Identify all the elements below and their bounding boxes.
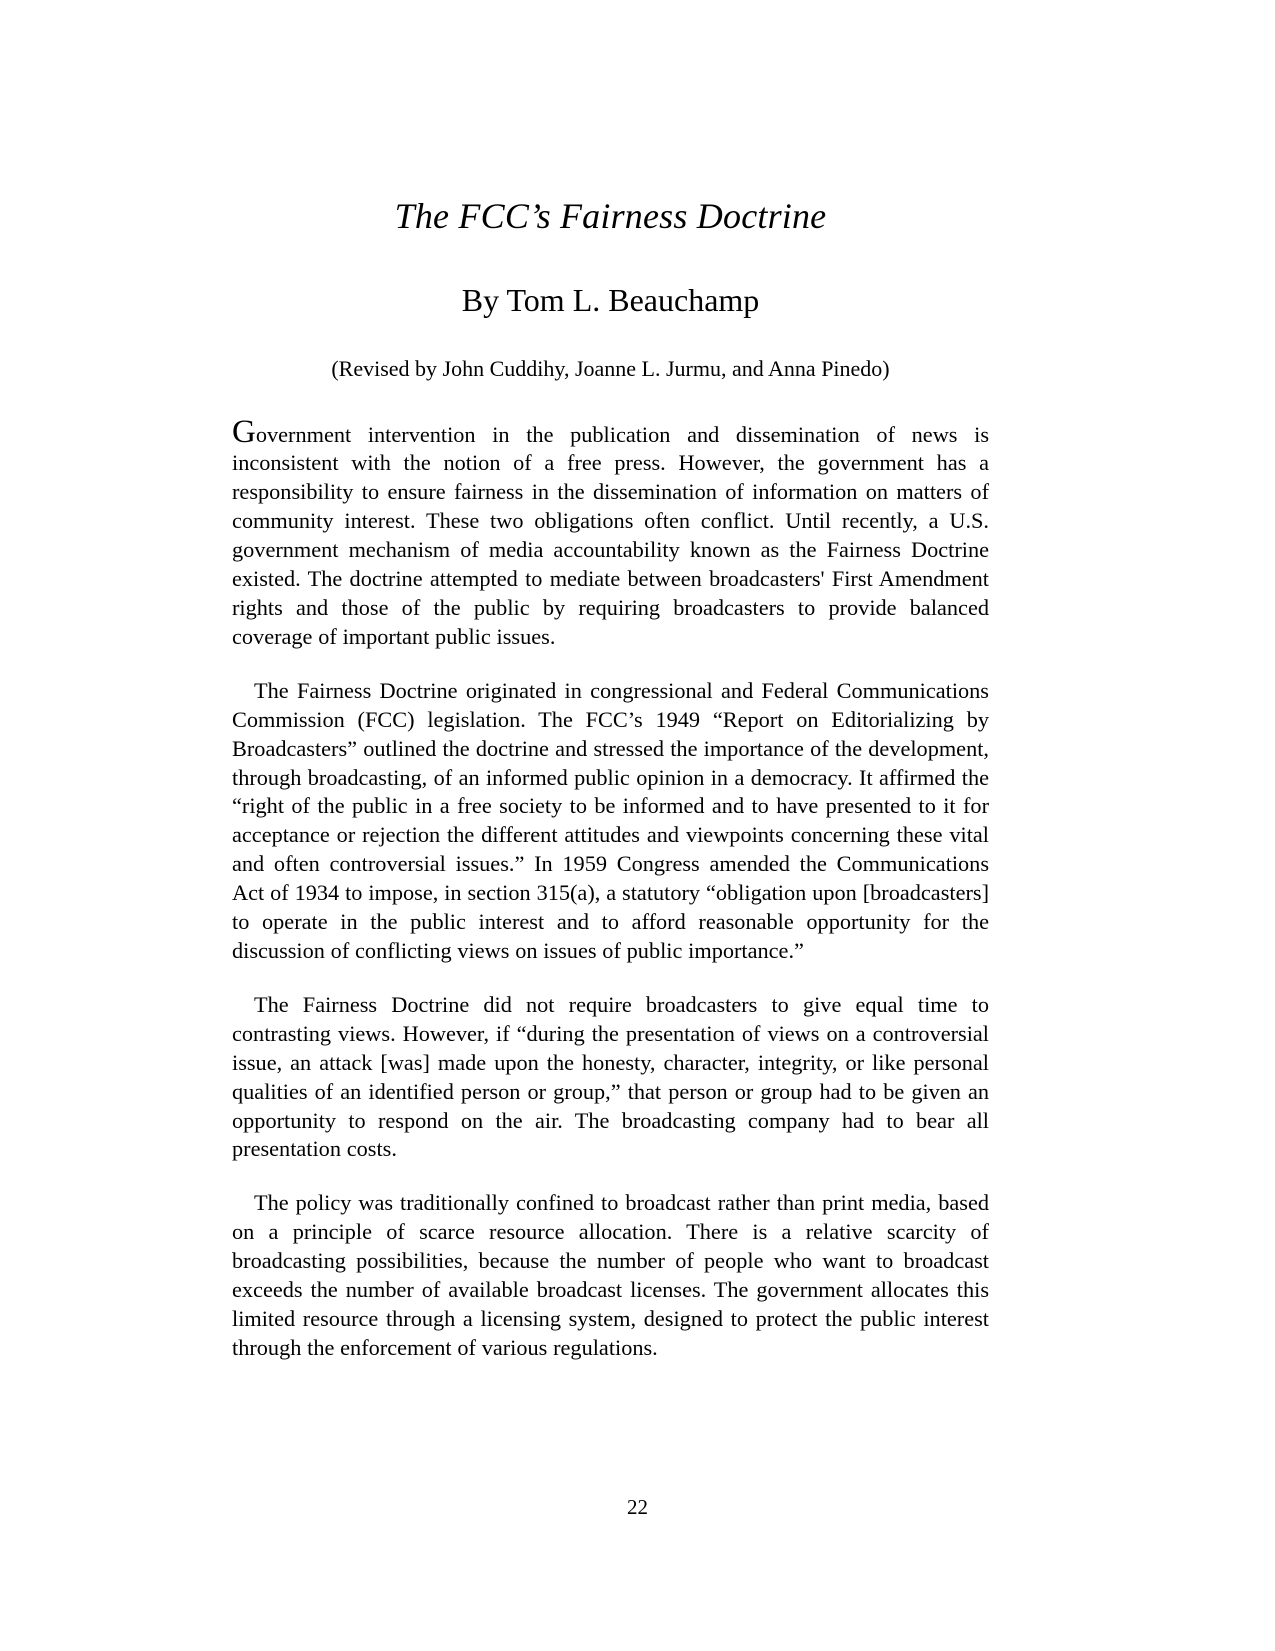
drop-cap-initial: G [232, 413, 256, 450]
body-text [232, 383, 989, 1363]
revisers-note: (Revised by John Cuddihy, Joanne L. Jurmu, and Anna Pinedo) [331, 356, 890, 382]
paragraph-1 [232, 413, 989, 652]
page-content [232, 0, 989, 1363]
paragraph-4: The policy was traditionally confined to broadcast rather than print media, based on a principle of scarce resource allocation. There is a relative scarcity of broadcasting possibilities, because the number of people who want to broadcast exceeds the number of available broadcast licenses. The government allocates this limited resource through a licensing system, designed to protect the public interest through the enforcement of various regulations. [232, 1190, 989, 1360]
paragraph-2: The Fairness Doctrine originated in congressional and Federal Communications Commission (FCC) legislation. The FCC’s 1949 “Report on Editorializing by Broadcasters” outlined the doctrine and stressed the importance of the development, through broadcasting, of an informed public opinion in a democracy. It affirmed the “right of the public in a free society to be informed and to have presented to it for acceptance or rejection the different attitudes and viewpoints concerning these vital and often controversial issues.” In 1959 Congress amended the Communications Act of 1934 to impose, in section 315(a), a statutory “obligation upon [broadcasters] to operate in the public interest and to afford reasonable opportunity for the discussion of conflicting views on issues of public importance.” [232, 677, 989, 963]
page-title: The FCC’s Fairness Doctrine [394, 196, 827, 236]
author-byline: By Tom L. Beauchamp [461, 282, 760, 319]
page-number: 22 [627, 1495, 648, 1519]
paragraph-1-text: overnment intervention in the publication and dissemination of news is inconsistent with the notion of a free press. However, the government has a responsibility to ensure fairness in the dissemination of information on matters of community interest. These two obligations often conflict. Until recently, a U.S. government mechanism of media accountability known as the Fairness Doctrine existed. The doctrine attempted to mediate between broadcasters' First Amendment rights and those of the public by requiring broadcasters to provide balanced coverage of important public issues. [232, 421, 989, 649]
paragraph-3: The Fairness Doctrine did not require broadcasters to give equal time to contrasting views. However, if “during the presentation of views on a controversial issue, an attack [was] made upon the honesty, character, integrity, or like personal qualities of an identified person or group,” that person or group had to be given an opportunity to respond on the air. The broadcasting company had to bear all presentation costs. [232, 991, 989, 1162]
